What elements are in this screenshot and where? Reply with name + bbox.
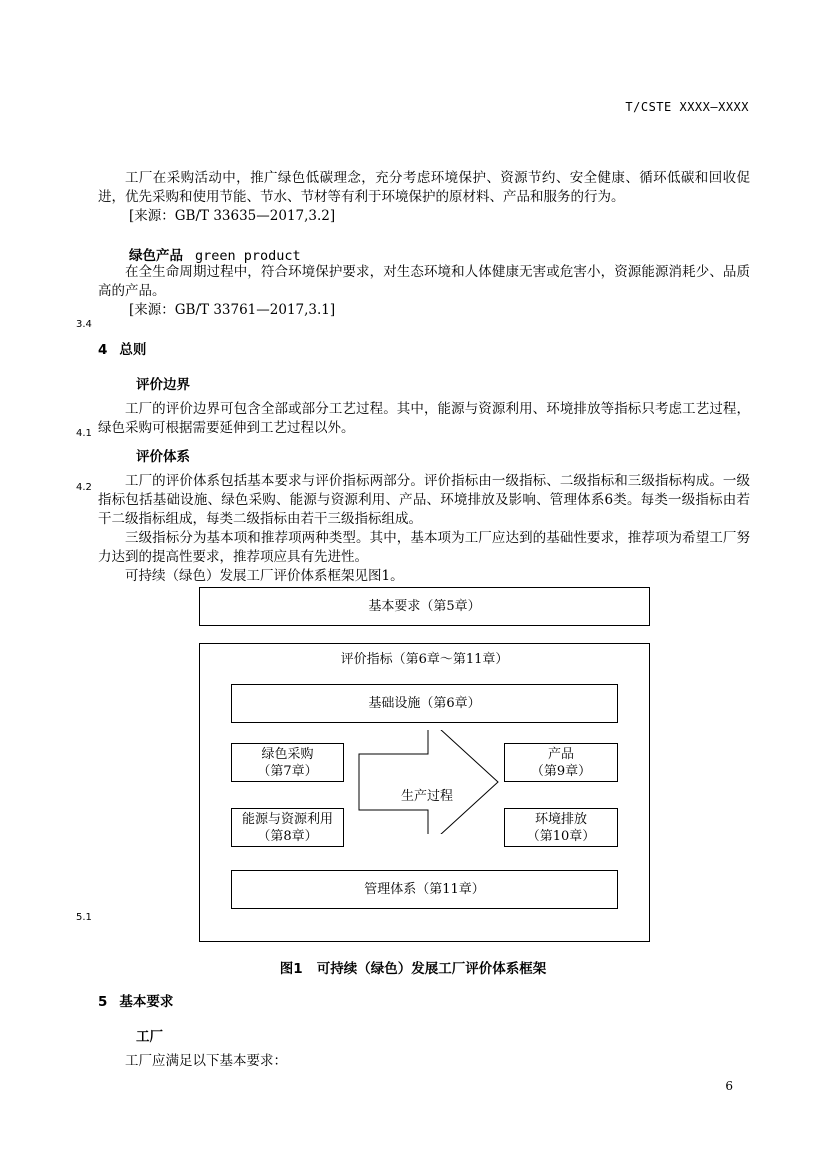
section-5-title: 基本要求 xyxy=(119,994,174,1010)
section-4-2-para1: 工厂的评价体系包括基本要求与评价指标两部分。评价指标由一级指标、二级指标和三级指标构成。一级指标包括基础设施、绿色采购、能源与资源利用、产品、环境排放及影响、管理体系6类。每类一级指标由若干二级指标组成，每类二级指标由若干三级指标组成。 xyxy=(98,473,750,527)
figure-indicators-label: 评价指标（第6章～第11章） xyxy=(340,652,509,667)
figure-emission-box xyxy=(504,808,618,847)
section-5-number: 5 xyxy=(98,994,108,1010)
section-4-1-text: 工厂的评价边界可包含全部或部分工艺过程。其中，能源与资源利用、环境排放等指标只考虑工艺过程，绿色采购可根据需要延伸到工艺过程以外。 xyxy=(98,401,750,436)
figure-caption-number: 图1 xyxy=(279,961,303,977)
section-5-1-title: 工厂 xyxy=(136,1029,163,1045)
section-4-number: 4 xyxy=(98,342,108,358)
figure-energy-chapter: （第8章） xyxy=(257,828,318,844)
figure-infrastructure-box: 基础设施（第6章） xyxy=(231,684,618,723)
section-4-1-number: 4.1 xyxy=(76,428,92,439)
figure-emission-chapter: （第10章） xyxy=(526,828,596,844)
page-number: 6 xyxy=(725,1079,733,1093)
section-4-2-number: 4.2 xyxy=(76,482,92,493)
section-4-title: 总则 xyxy=(119,342,147,358)
section-4-heading xyxy=(98,338,146,358)
section-4-2-para2: 三级指标分为基本项和推荐项两种类型。其中，基本项为工厂应达到的基础性要求，推荐项为希望工厂努力达到的提高性要求，推荐项应具有先进性。 xyxy=(98,530,750,565)
figure-management-box: 管理体系（第11章） xyxy=(231,870,618,909)
section-5-1-number: 5.1 xyxy=(76,912,92,923)
term-3-4-number: 3.4 xyxy=(76,319,92,330)
section-4-1-title: 评价边界 xyxy=(136,377,190,393)
figure-green-purchase-name: 绿色采购 xyxy=(261,746,314,762)
term-3-4-title xyxy=(129,244,301,264)
figure-production-arrow xyxy=(355,730,503,834)
term-3-3-definition: 工厂在采购活动中，推广绿色低碳理念，充分考虑环境保护、资源节约、安全健康、循环低碳和回收促进，优先采购和使用节能、节水、节材等有利于环境保护的原材料、产品和服务的行为。 xyxy=(98,170,750,205)
figure-caption xyxy=(0,957,826,977)
figure-emission-name: 环境排放 xyxy=(534,811,587,827)
figure-caption-text: 可持续（绿色）发展工厂评价体系框架 xyxy=(316,961,547,977)
term-3-3-source: [来源：GB/T 33635—2017,3.2] xyxy=(129,208,336,224)
term-3-4-definition: 在全生命周期过程中，符合环境保护要求，对生态环境和人体健康无害或危害小，资源能源消耗少、品质高的产品。 xyxy=(98,264,750,299)
figure-green-purchase-chapter: （第7章） xyxy=(257,763,318,779)
document-code: T/CSTE XXXX—XXXX xyxy=(625,100,749,114)
section-4-2-title: 评价体系 xyxy=(136,449,190,465)
figure-green-purchase-box xyxy=(231,743,344,782)
term-3-4-title-en: green product xyxy=(195,248,301,264)
figure-basic-requirements-box: 基本要求（第5章） xyxy=(199,587,650,626)
figure-energy-box xyxy=(231,808,344,847)
figure-product-box xyxy=(504,743,618,782)
section-4-2-para3: 可持续（绿色）发展工厂评价体系框架见图1。 xyxy=(125,568,404,584)
figure-product-chapter: （第9章） xyxy=(530,763,592,779)
figure-production-process-label: 生产过程 xyxy=(400,789,454,804)
term-3-4-source: [来源：GB/T 33761—2017,3.1] xyxy=(129,302,336,318)
term-3-4-title-zh: 绿色产品 xyxy=(129,248,183,264)
section-5-1-text: 工厂应满足以下基本要求： xyxy=(125,1053,287,1069)
figure-energy-name: 能源与资源利用 xyxy=(241,811,333,827)
figure-product-name: 产品 xyxy=(547,746,574,762)
section-5-heading xyxy=(98,990,173,1010)
